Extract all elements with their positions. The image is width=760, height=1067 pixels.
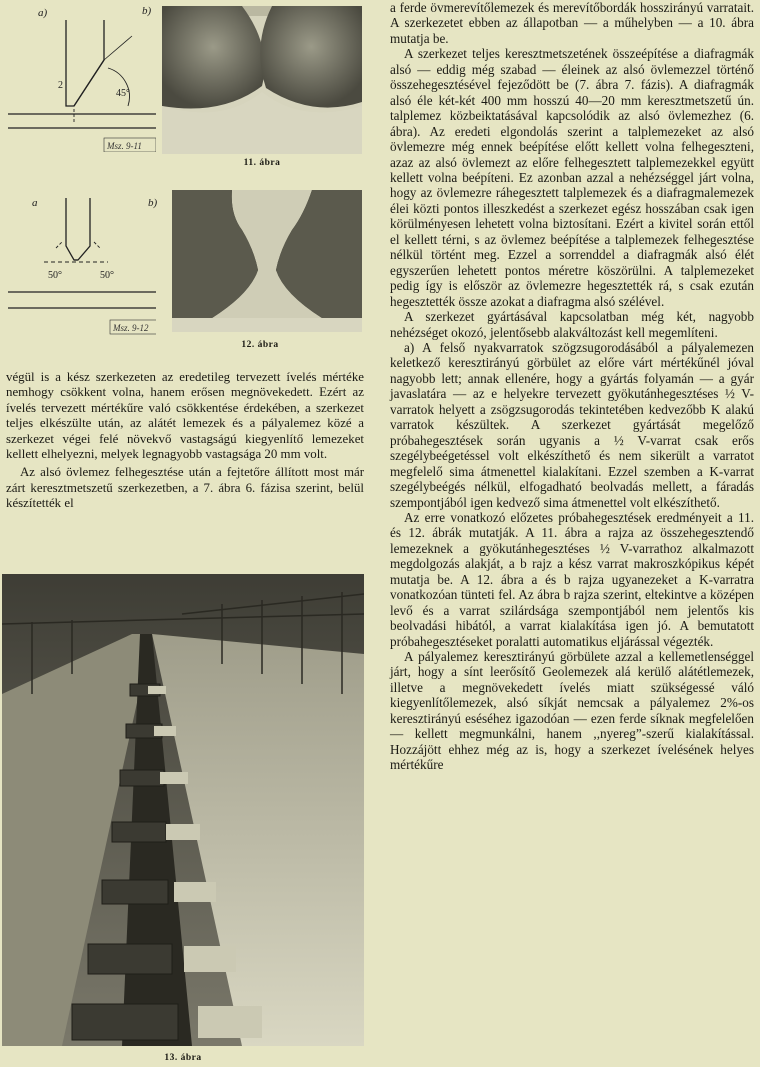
figure-11-caption: 11. ábra xyxy=(243,158,281,168)
left-column xyxy=(6,370,364,512)
figure-11-label-b: b) xyxy=(142,5,152,17)
figure-13 xyxy=(2,574,364,1066)
right-paragraph-1: a ferde övmerevítőlemezek és merevítőbordák hosszirányú varratait. A szerkezetet ebben az állapotban — a műhelyben — a 10. ábra mutatja be. xyxy=(390,0,754,46)
figure-12-label-b-svg xyxy=(148,194,168,210)
right-column xyxy=(390,0,754,773)
figure-13-caption: 13. ábra xyxy=(164,1053,202,1063)
right-paragraph-3: A szerkezet gyártásával kapcsolatban még két, nagyobb nehézséget okozó, jelentősebb alakváltozást kell megemlíteni. xyxy=(390,309,754,340)
figure-12-caption: 12. ábra xyxy=(241,340,279,350)
figure-11 xyxy=(4,2,362,170)
figure-11a-drawing xyxy=(4,2,156,152)
right-paragraph-5: Az erre vonatkozó előzetes próbahegesztések eredményeit a 11. és 12. ábrák mutatják. A 11. ábra a rajza az összehegesztendő lemezeknek a gyökutánhegesztéses ½ V-varrathoz alkalmazott megdolgozás alakját, a b rajz a kész varrat makroszkópikus képét mutatja be. A 12. ábra a és b rajza ugyanezeket a K-varratra vonatkozóan tünteti fel. Az ábra b rajza szerint, eltekintve a középen levő és a varrat szilárdsága szempontjából nem jelentős kis beolvadási hibától, a varrat kialakítása igen jó. A bemutatott próbahegesztéseket poralatti automatikus eljárással végezték. xyxy=(390,509,754,649)
figure-12b-macro-photo xyxy=(172,190,362,332)
left-paragraph-1: végül is a kész szerkezeten az eredetileg tervezett ívelés mértéke nemhogy csökkent volna, hanem erősen megnövekedett. Ezért az ívelés tervezett mértékűre való csökkentése érdekében, a szerkezet teljes elkészülte után, az alátét lemezek és a pályalemez közé a szerkezet végei felé növekvő vastagságú kiegyenlítő lemezeket kellett elhelyezni, melyek legnagyobb vastagsága 20 mm volt. xyxy=(6,370,364,462)
right-paragraph-2: A szerkezet teljes keresztmetszetének összeépítése a diafragmák alsó — eddig még szabad — éleinek az alsó övlemezzel történő összehegesztésével fejeződött be (7. ábra 7. fázis). A diafragmák alsó éle két-két 400 mm hosszú 40—20 mm keresztmetszetű ún. talplemez közbeiktatásával kapcsolódik az alsó övlemezhez (6. ábra). Az eredeti elgondolás szerint a talplemezeket az alsó övlemezre még ennek beépítése előtt kellett volna felhegeszteni, azaz az alsó övlemezt az előre felhegesztett talplemezekkel együtt kellett volna beépíteni. Ez azonban azzal a nehézséggel járt volna, hogy az övlemezre ráhegesztett talplemezek és a diafragmalemezek élei közti pontos illeszkedést a szerkezet egész hosszában csak igen körülményesen lehetett volna biztosítani. Ezért a kivitel során ettől el kellett térni, s az övlemez beépítése a talplemezek felhegesztése nélkül történt meg. Ezzel a sorrenddel a diafragmák alsó élét egyszerűen lehetett pontos méretre köszörülni. A talplemezeket pedig így is először az övlemezre hegesztették rá, s csak ezután hegesztették össze azokat a diafragma alsó szélével. xyxy=(390,46,754,309)
figure-12-angle-left: 50° xyxy=(48,270,62,281)
figure-12-label-a: a xyxy=(32,197,38,209)
figure-12 xyxy=(4,186,362,352)
figure-11-label-b-svg xyxy=(142,2,162,18)
figure-13-photo xyxy=(2,574,364,1046)
figure-11-stamp: Msz. 9-11 xyxy=(107,141,142,151)
right-paragraph-4: a) A felső nyakvarratok szögzsugorodásából a pályalemezen keletkező keresztirányú görbület az előre várt mértékűnél jóval nagyobb lett; annak ellenére, hogy a gyártás folyamán — a gyár javaslatára — az e helyekre tervezett gyökutánhegesztéses ½ V-varratok helyett a zsögzsugorodás tekintetében kedvezőbb K alakú varratok készültek. A szerkezet gyártását megelőző próbahegesztések során ugyanis a ½ V-varrat csak erős szegélybeégetéssel volt elkészíthető és nem sikerült a varratot megfelelő sima átmenettel kialakítani. Ezzel szemben a K-varrat szegélybeégés nélkül, elfogadható beolvadás mellett, a fáradás szempontjából igen kedvező sima átmenettel volt elkészíthető. xyxy=(390,339,754,510)
figure-12a-drawing xyxy=(4,188,156,338)
figure-11-dim-gap: 2 xyxy=(58,80,63,91)
plate-vertical xyxy=(66,20,104,106)
figure-12-stamp: Msz. 9-12 xyxy=(113,323,149,333)
left-paragraph-2: Az alsó övlemez felhegesztése után a fejtetőre állított most már zárt keresztmetszetű szerkezetben, a 7. ábra 6. fázisa szerint, belül készítették el xyxy=(6,465,364,511)
figure-12-angle-right: 50° xyxy=(100,270,114,281)
figure-12-label-b: b) xyxy=(148,197,158,209)
plate-vertical-k xyxy=(66,198,90,260)
figure-11-dim-angle: 45° xyxy=(116,88,130,99)
figure-11b-macro-photo xyxy=(162,6,362,154)
right-paragraph-6: A pályalemez keresztirányú görbülete azzal a kellemetlenséggel járt, hogy a sínt leerősítő Geolemezek alá kerülő alátétlemezek, illetve a megnövekedett ívelés miatt szükségessé váló kiegyenlítőlemezek, alsó síkját nemcsak a pályalemez 2%-os keresztirányú eséséhez igazodóan — ezen ferde síknak megfelelően — kellett megmunkálni, hanem ,,nyereg”-szerű kialakítással. Hozzájött ehhez még az is, hogy a szerkezet ívelésének helyes mértékűre xyxy=(390,649,754,773)
figure-11-label-a: a) xyxy=(38,7,48,19)
